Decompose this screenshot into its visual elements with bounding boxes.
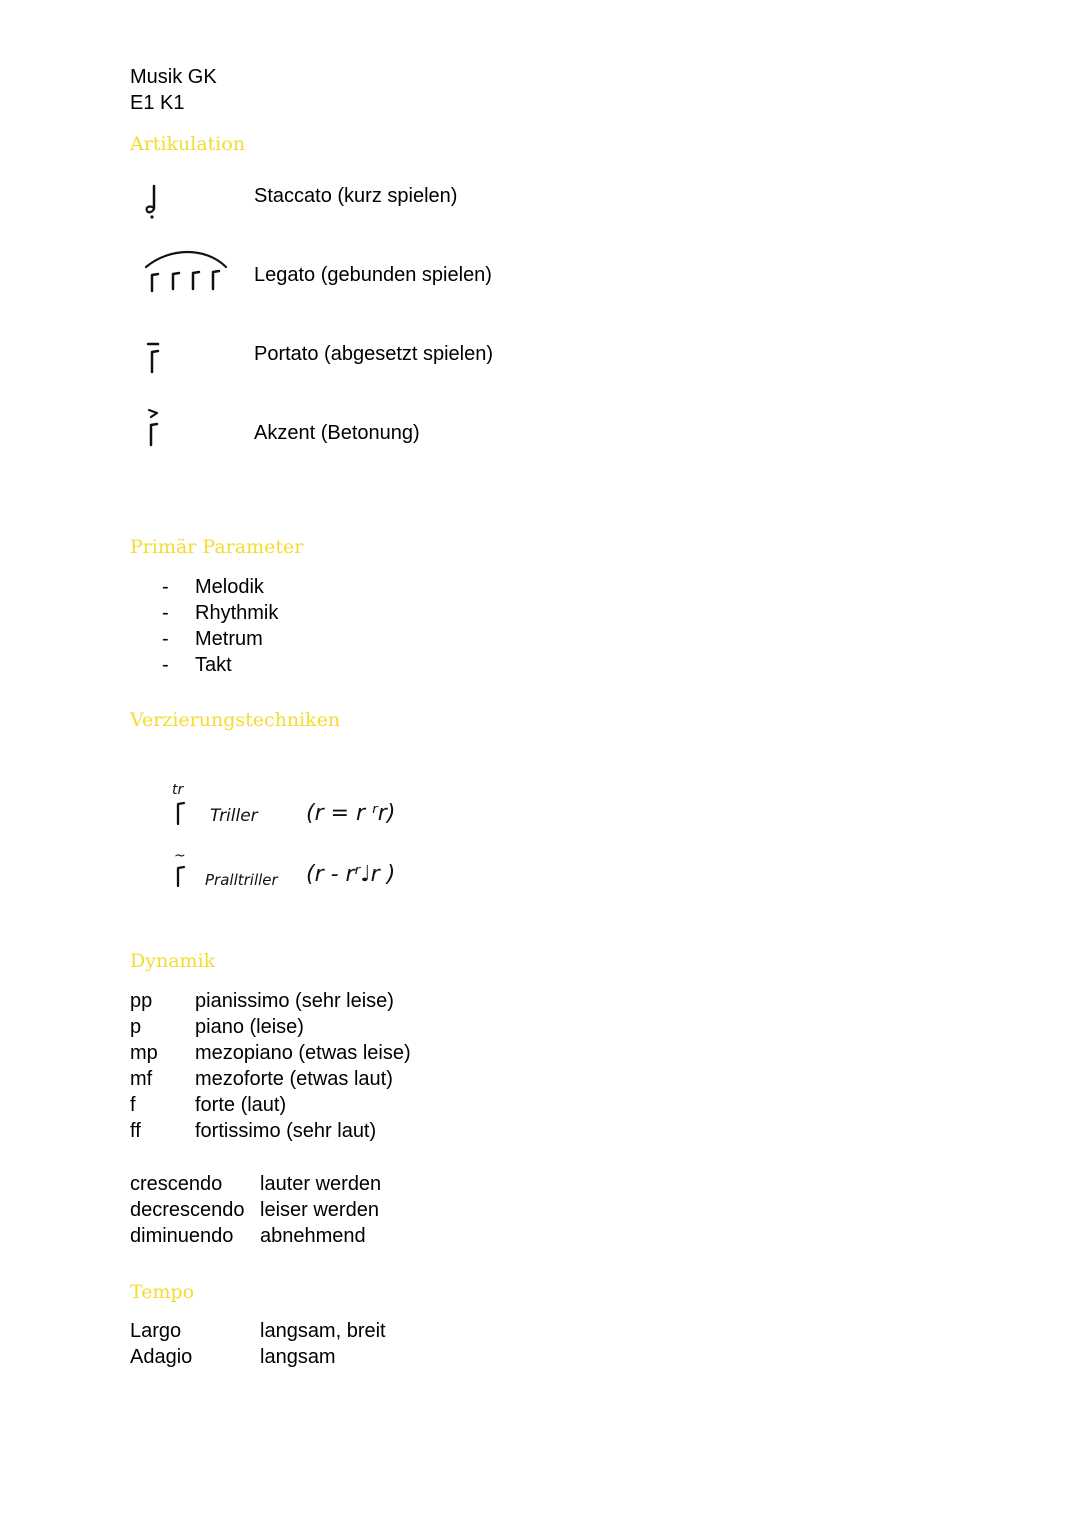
course-subtitle: E1 K1	[130, 92, 185, 114]
tempo-heading: Tempo	[130, 1281, 195, 1303]
triller-label: Triller	[210, 806, 258, 826]
triller-note-icon	[170, 798, 190, 828]
list-item: Melodik	[195, 576, 264, 598]
staccato-symbol-icon	[140, 180, 170, 222]
dynamik-desc: forte (laut)	[195, 1094, 287, 1116]
course-title: Musik GK	[130, 66, 217, 88]
dynamik-change-term: crescendo	[130, 1173, 223, 1195]
list-item: Rhythmik	[195, 602, 279, 624]
dynamik-change-term: decrescendo	[130, 1199, 245, 1221]
portato-symbol-icon	[140, 338, 170, 378]
triller-mark: tr	[172, 782, 184, 798]
tempo-term: Adagio	[130, 1346, 193, 1368]
pralltriller-mark: ~	[174, 848, 186, 864]
dynamik-desc: piano (leise)	[195, 1016, 304, 1038]
verzierung-heading: Verzierungstechniken	[130, 709, 341, 731]
portato-label: Portato (abgesetzt spielen)	[254, 343, 494, 365]
dynamik-desc: pianissimo (sehr leise)	[195, 990, 394, 1012]
dynamik-abbr: pp	[130, 990, 153, 1012]
primaer-heading: Primär Parameter	[130, 536, 304, 558]
list-item: Metrum	[195, 628, 263, 650]
dynamik-abbr: p	[130, 1016, 142, 1038]
dynamik-desc: fortissimo (sehr laut)	[195, 1120, 377, 1142]
tempo-term: Largo	[130, 1320, 182, 1342]
triller-formula: (r = r ʳr)	[306, 801, 396, 826]
bullet-dash: -	[162, 576, 169, 598]
artikulation-heading: Artikulation	[130, 133, 246, 155]
legato-symbol-icon	[140, 245, 232, 297]
staccato-label: Staccato (kurz spielen)	[254, 185, 458, 207]
legato-label: Legato (gebunden spielen)	[254, 264, 492, 286]
akzent-label: Akzent (Betonung)	[254, 422, 420, 444]
bullet-dash: -	[162, 602, 169, 624]
dynamik-change-desc: leiser werden	[260, 1199, 379, 1221]
dynamik-heading: Dynamik	[130, 950, 216, 972]
dynamik-abbr: f	[130, 1094, 136, 1116]
pralltriller-formula: (r - rʳ♩r )	[306, 862, 396, 887]
list-item: Takt	[195, 654, 232, 676]
dynamik-change-term: diminuendo	[130, 1225, 234, 1247]
dynamik-abbr: ff	[130, 1120, 141, 1142]
dynamik-abbr: mp	[130, 1042, 158, 1064]
pralltriller-note-icon	[170, 860, 190, 890]
akzent-symbol-icon	[140, 405, 170, 451]
dynamik-desc: mezopiano (etwas leise)	[195, 1042, 411, 1064]
dynamik-change-desc: abnehmend	[260, 1225, 366, 1247]
tempo-desc: langsam	[260, 1346, 336, 1368]
dynamik-desc: mezoforte (etwas laut)	[195, 1068, 393, 1090]
tempo-desc: langsam, breit	[260, 1320, 386, 1342]
bullet-dash: -	[162, 654, 169, 676]
bullet-dash: -	[162, 628, 169, 650]
dynamik-abbr: mf	[130, 1068, 153, 1090]
pralltriller-label: Pralltriller	[205, 871, 278, 889]
dynamik-change-desc: lauter werden	[260, 1173, 382, 1195]
